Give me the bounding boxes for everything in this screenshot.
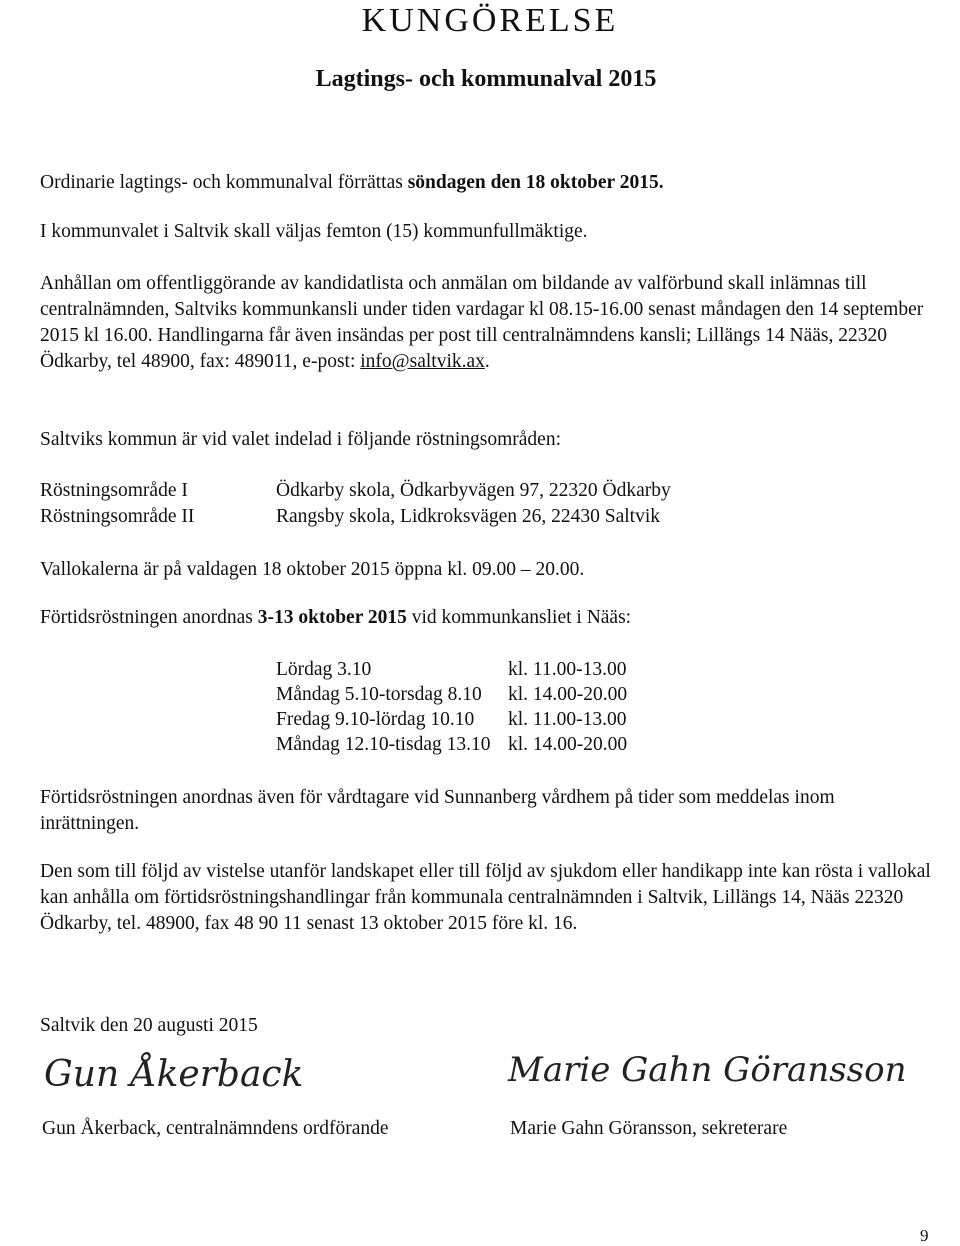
document-title: KUNGÖRELSE — [361, 2, 619, 39]
polling-hours-paragraph: Vallokalerna är på valdagen 18 oktober 2015 öppna kl. 09.00 – 20.00. — [40, 559, 585, 580]
election-date-text: Ordinarie lagtings- och kommunalval förrättas — [40, 172, 408, 193]
voting-area-name: Röstningsområde II — [40, 506, 195, 527]
council-seats-paragraph: I kommunvalet i Saltvik skall väljas femton (15) kommunfullmäktige. — [40, 221, 588, 242]
election-date-paragraph — [40, 170, 940, 196]
schedule-day: Måndag 12.10-tisdag 13.10 — [276, 734, 491, 755]
early-voting-text: Förtidsröstningen anordnas — [40, 607, 258, 628]
signature-left: Gun Åkerback — [44, 1054, 304, 1095]
early-voting-paragraph — [40, 605, 940, 631]
schedule-time: kl. 14.00-20.00 — [508, 734, 628, 755]
voting-area-name: Röstningsområde I — [40, 480, 188, 501]
voting-area-place: Ödkarby skola, Ödkarbyvägen 97, 22320 Ödkarby — [276, 480, 671, 501]
schedule-time: kl. 14.00-20.00 — [508, 684, 628, 705]
schedule-time: kl. 11.00-13.00 — [508, 659, 627, 680]
signature-right: Marie Gahn Göransson — [508, 1050, 907, 1090]
place-date: Saltvik den 20 augusti 2015 — [40, 1015, 258, 1036]
schedule-day: Fredag 9.10-lördag 10.10 — [276, 709, 475, 730]
absentee-paragraph: Den som till följd av vistelse utanför landskapet eller till följd av sjukdom eller handikapp inte kan rösta i vallokal kan anhålla om förtidsröstningshandlingar från kommunala centralnämnden i Saltvik, Lillängs 14, Nääs 22320 Ödkarby, tel. 48900, fax 48 90 11 senast 13 oktober 2015 före kl. 16. — [40, 861, 931, 934]
voting-area-place: Rangsby skola, Lidkroksvägen 26, 22430 Saltvik — [276, 506, 661, 527]
schedule-day: Lördag 3.10 — [276, 659, 372, 680]
document-subtitle: Lagtings- och kommunalval 2015 — [315, 66, 657, 92]
care-home-paragraph: Förtidsröstningen anordnas även för vårdtagare vid Sunnanberg vårdhem på tider som meddelas inom inrättningen. — [40, 787, 835, 834]
candidate-list-end: . — [484, 351, 490, 372]
voting-areas-intro: Saltviks kommun är vid valet indelad i följande röstningsområden: — [40, 429, 561, 450]
email-link[interactable]: info@saltvik.ax — [360, 351, 485, 372]
signer-left: Gun Åkerback, centralnämndens ordförande — [42, 1118, 389, 1139]
schedule-day: Måndag 5.10-torsdag 8.10 — [276, 684, 482, 705]
early-voting-location: vid kommunkansliet i Nääs: — [406, 607, 632, 628]
schedule-time: kl. 11.00-13.00 — [508, 709, 627, 730]
signer-right: Marie Gahn Göransson, sekreterare — [510, 1118, 788, 1139]
candidate-list-text: Anhållan om offentliggörande av kandidatlista och anmälan om bildande av valförbund skall inlämnas till centralnämnden, Saltviks kommunkansli under tiden vardagar kl 08.15-16.00 senast måndagen den 14 september 2015 kl 16.00. Handlingarna får även insändas per post till centralnämndens kansli; Lillängs 14 Nääs, 22320 Ödkarby, tel 48900, fax: 489011, e-post: — [40, 273, 924, 372]
election-date-bold: söndagen den 18 oktober 2015. — [407, 172, 664, 193]
page-number: 9 — [920, 1226, 929, 1245]
early-voting-dates: 3-13 oktober 2015 — [257, 607, 407, 628]
candidate-list-paragraph — [40, 271, 925, 375]
